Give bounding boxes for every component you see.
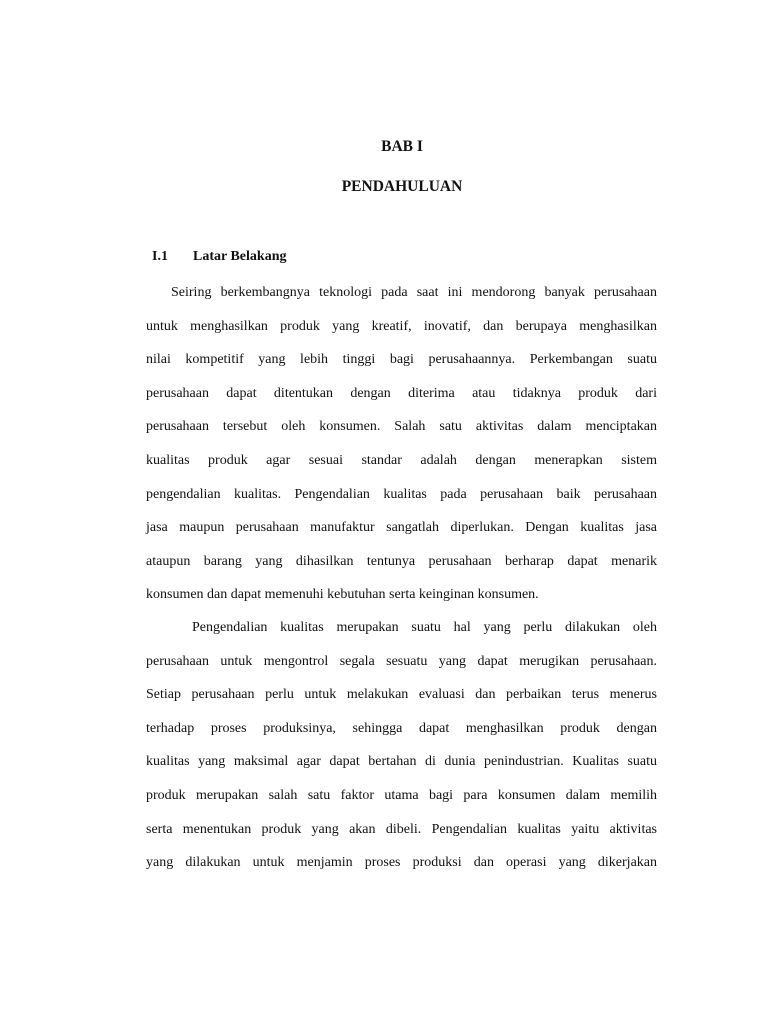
chapter-title: PENDAHULUAN [341,178,463,195]
paragraph-line: perusahaan tersebut oleh konsumen. Salah satu aktivitas dalam menciptakan [146,419,657,435]
paragraph-line: Pengendalian kualitas merupakan suatu hal yang perlu dilakukan oleh [192,620,657,635]
paragraph-line: kualitas produk agar sesuai standar adalah dengan menerapkan sistem [146,452,657,468]
paragraph-line: konsumen dan dapat memenuhi kebutuhan serta keinginan konsumen. [146,587,539,603]
paragraph-line: perusahaan untuk mengontrol segala sesuatu yang dapat merugikan perusahaan. [146,653,657,669]
paragraph-line: kualitas yang maksimal agar dapat bertahan di dunia penindustrian. Kualitas suatu [146,754,657,770]
paragraph-line: Setiap perusahaan perlu untuk melakukan evaluasi dan perbaikan terus menerus [146,687,657,703]
section-number: I.1 [152,249,168,264]
chapter-number: BAB I [381,138,423,155]
paragraph-2 [146,619,657,888]
paragraph-line: pengendalian kualitas. Pengendalian kualitas pada perusahaan baik perusahaan [146,486,657,502]
paragraph-line: ataupun barang yang dihasilkan tentunya perusahaan berharap dapat menarik [146,553,657,569]
paragraph-line: yang dilakukan untuk menjamin proses produksi dan operasi yang dikerjakan [146,855,657,871]
paragraph-line: perusahaan dapat ditentukan dengan diterima atau tidaknya produk dari [146,385,657,401]
paragraph-line: serta menentukan produk yang akan dibeli. Pengendalian kualitas yaitu aktivitas [146,821,657,837]
paragraph-line: jasa maupun perusahaan manufaktur sangatlah diperlukan. Dengan kualitas jasa [146,520,657,536]
paragraph-line: produk merupakan salah satu faktor utama bagi para konsumen dalam memilih [146,787,657,803]
paragraph-line: Seiring berkembangnya teknologi pada saat ini mendorong banyak perusahaan [171,285,657,300]
section-title: Latar Belakang [193,249,287,264]
paragraph-1 [146,284,657,620]
section-heading [152,249,286,265]
paragraph-line: nilai kompetitif yang lebih tinggi bagi perusahaannya. Perkembangan suatu [146,352,657,368]
paragraph-line: untuk menghasilkan produk yang kreatif, inovatif, dan berupaya menghasilkan [146,318,657,334]
paragraph-line: terhadap proses produksinya, sehingga dapat menghasilkan produk dengan [146,720,657,736]
